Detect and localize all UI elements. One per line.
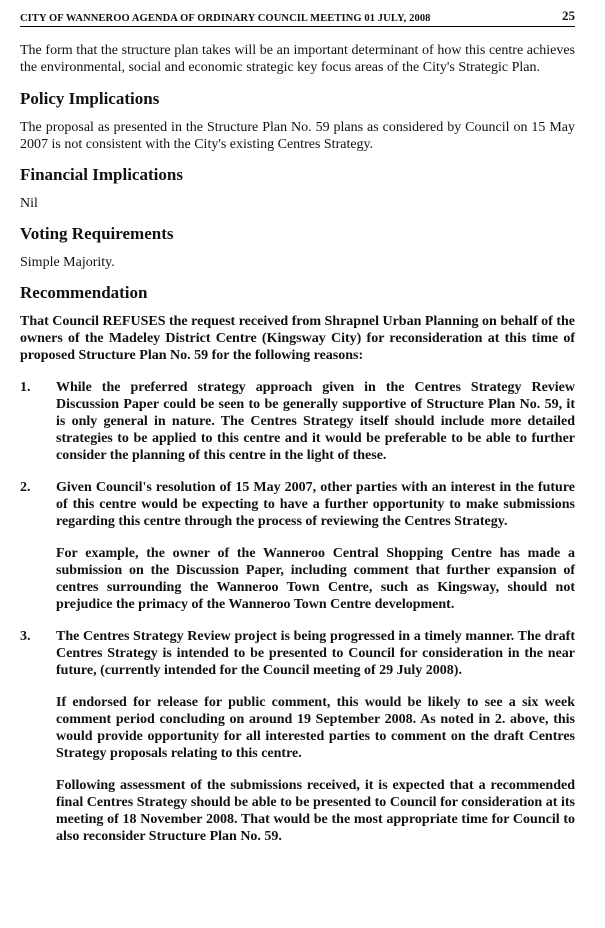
financial-heading: Financial Implications [20,165,183,184]
document-title: CITY OF WANNEROO AGENDA OF ORDINARY COUNCIL MEETING 01 JULY, 2008 [20,13,431,24]
reason-item [20,479,575,613]
reason-body [56,479,575,613]
reason-paragraph: Following assessment of the submissions received, it is expected that a recommended final Centres Strategy should be able to be presented to Council for consideration at its meeting of 18 November 2008. That would be the most appropriate time for Council to also reconsider Structure Plan No. 59. [56,778,575,844]
reason-body [56,379,575,464]
voting-text: Simple Majority. [20,255,115,270]
financial-text: Nil [20,196,38,211]
voting-heading: Voting Requirements [20,224,174,243]
reason-number: 1. [20,380,31,395]
reason-paragraph: If endorsed for release for public comment, this would be likely to see a six week comment period concluding on around 19 September 2008. As noted in 2. above, this would provide opportunity for all interested parties to comment on the draft Centres Strategy proposals relating to this centre. [56,695,575,761]
page-header [20,8,575,27]
recommendation-heading: Recommendation [20,283,148,302]
reason-paragraph: While the preferred strategy approach given in the Centres Strategy Review Discussion Paper could be seen to be generally supportive of Structure Plan No. 59, it is only general in nature. The Centres Strategy itself should include more detailed strategies to be applied to this centre and it would be preferable to be able to further consider the planning of this centre in the light of these. [56,380,575,463]
document-body [20,42,575,860]
reason-paragraph: Given Council's resolution of 15 May 2007, other parties with an interest in the future of this centre would be expecting to have a further opportunity to make submissions regarding this centre through the process of reviewing the Centres Strategy. [56,480,575,529]
reason-number: 2. [20,480,31,495]
policy-heading: Policy Implications [20,89,160,108]
policy-text: The proposal as presented in the Structure Plan No. 59 plans as considered by Council on 15 May 2007 is not consistent with the City's existing Centres Strategy. [20,120,575,152]
reason-item [20,379,575,464]
reason-paragraph: For example, the owner of the Wanneroo Central Shopping Centre has made a submission on the Discussion Paper, including comment that further expansion of centres surrounding the Wanneroo Town Centre, such as Kingsway, should not prejudice the primacy of the Wanneroo Town Centre development. [56,546,575,612]
page-number: 25 [562,8,575,23]
recommendation-intro: That Council REFUSES the request received from Shrapnel Urban Planning on behalf of the owners of the Madeley District Centre (Kingsway City) for reconsideration at this time of proposed Structure Plan No. 59 for the following reasons: [20,314,575,363]
reason-number: 3. [20,629,31,644]
reason-item [20,628,575,845]
reason-paragraph: The Centres Strategy Review project is being progressed in a timely manner. The draft Centres Strategy is intended to be presented to Council for consideration in the near future, (currently intended for the Council meeting of 29 July 2008). [56,629,575,678]
intro-paragraph: The form that the structure plan takes will be an important determinant of how this centre achieves the environmental, social and economic strategic key focus areas of the City's Strategic Plan. [20,43,575,75]
recommendation-reasons-list [20,379,575,845]
reason-body [56,628,575,845]
